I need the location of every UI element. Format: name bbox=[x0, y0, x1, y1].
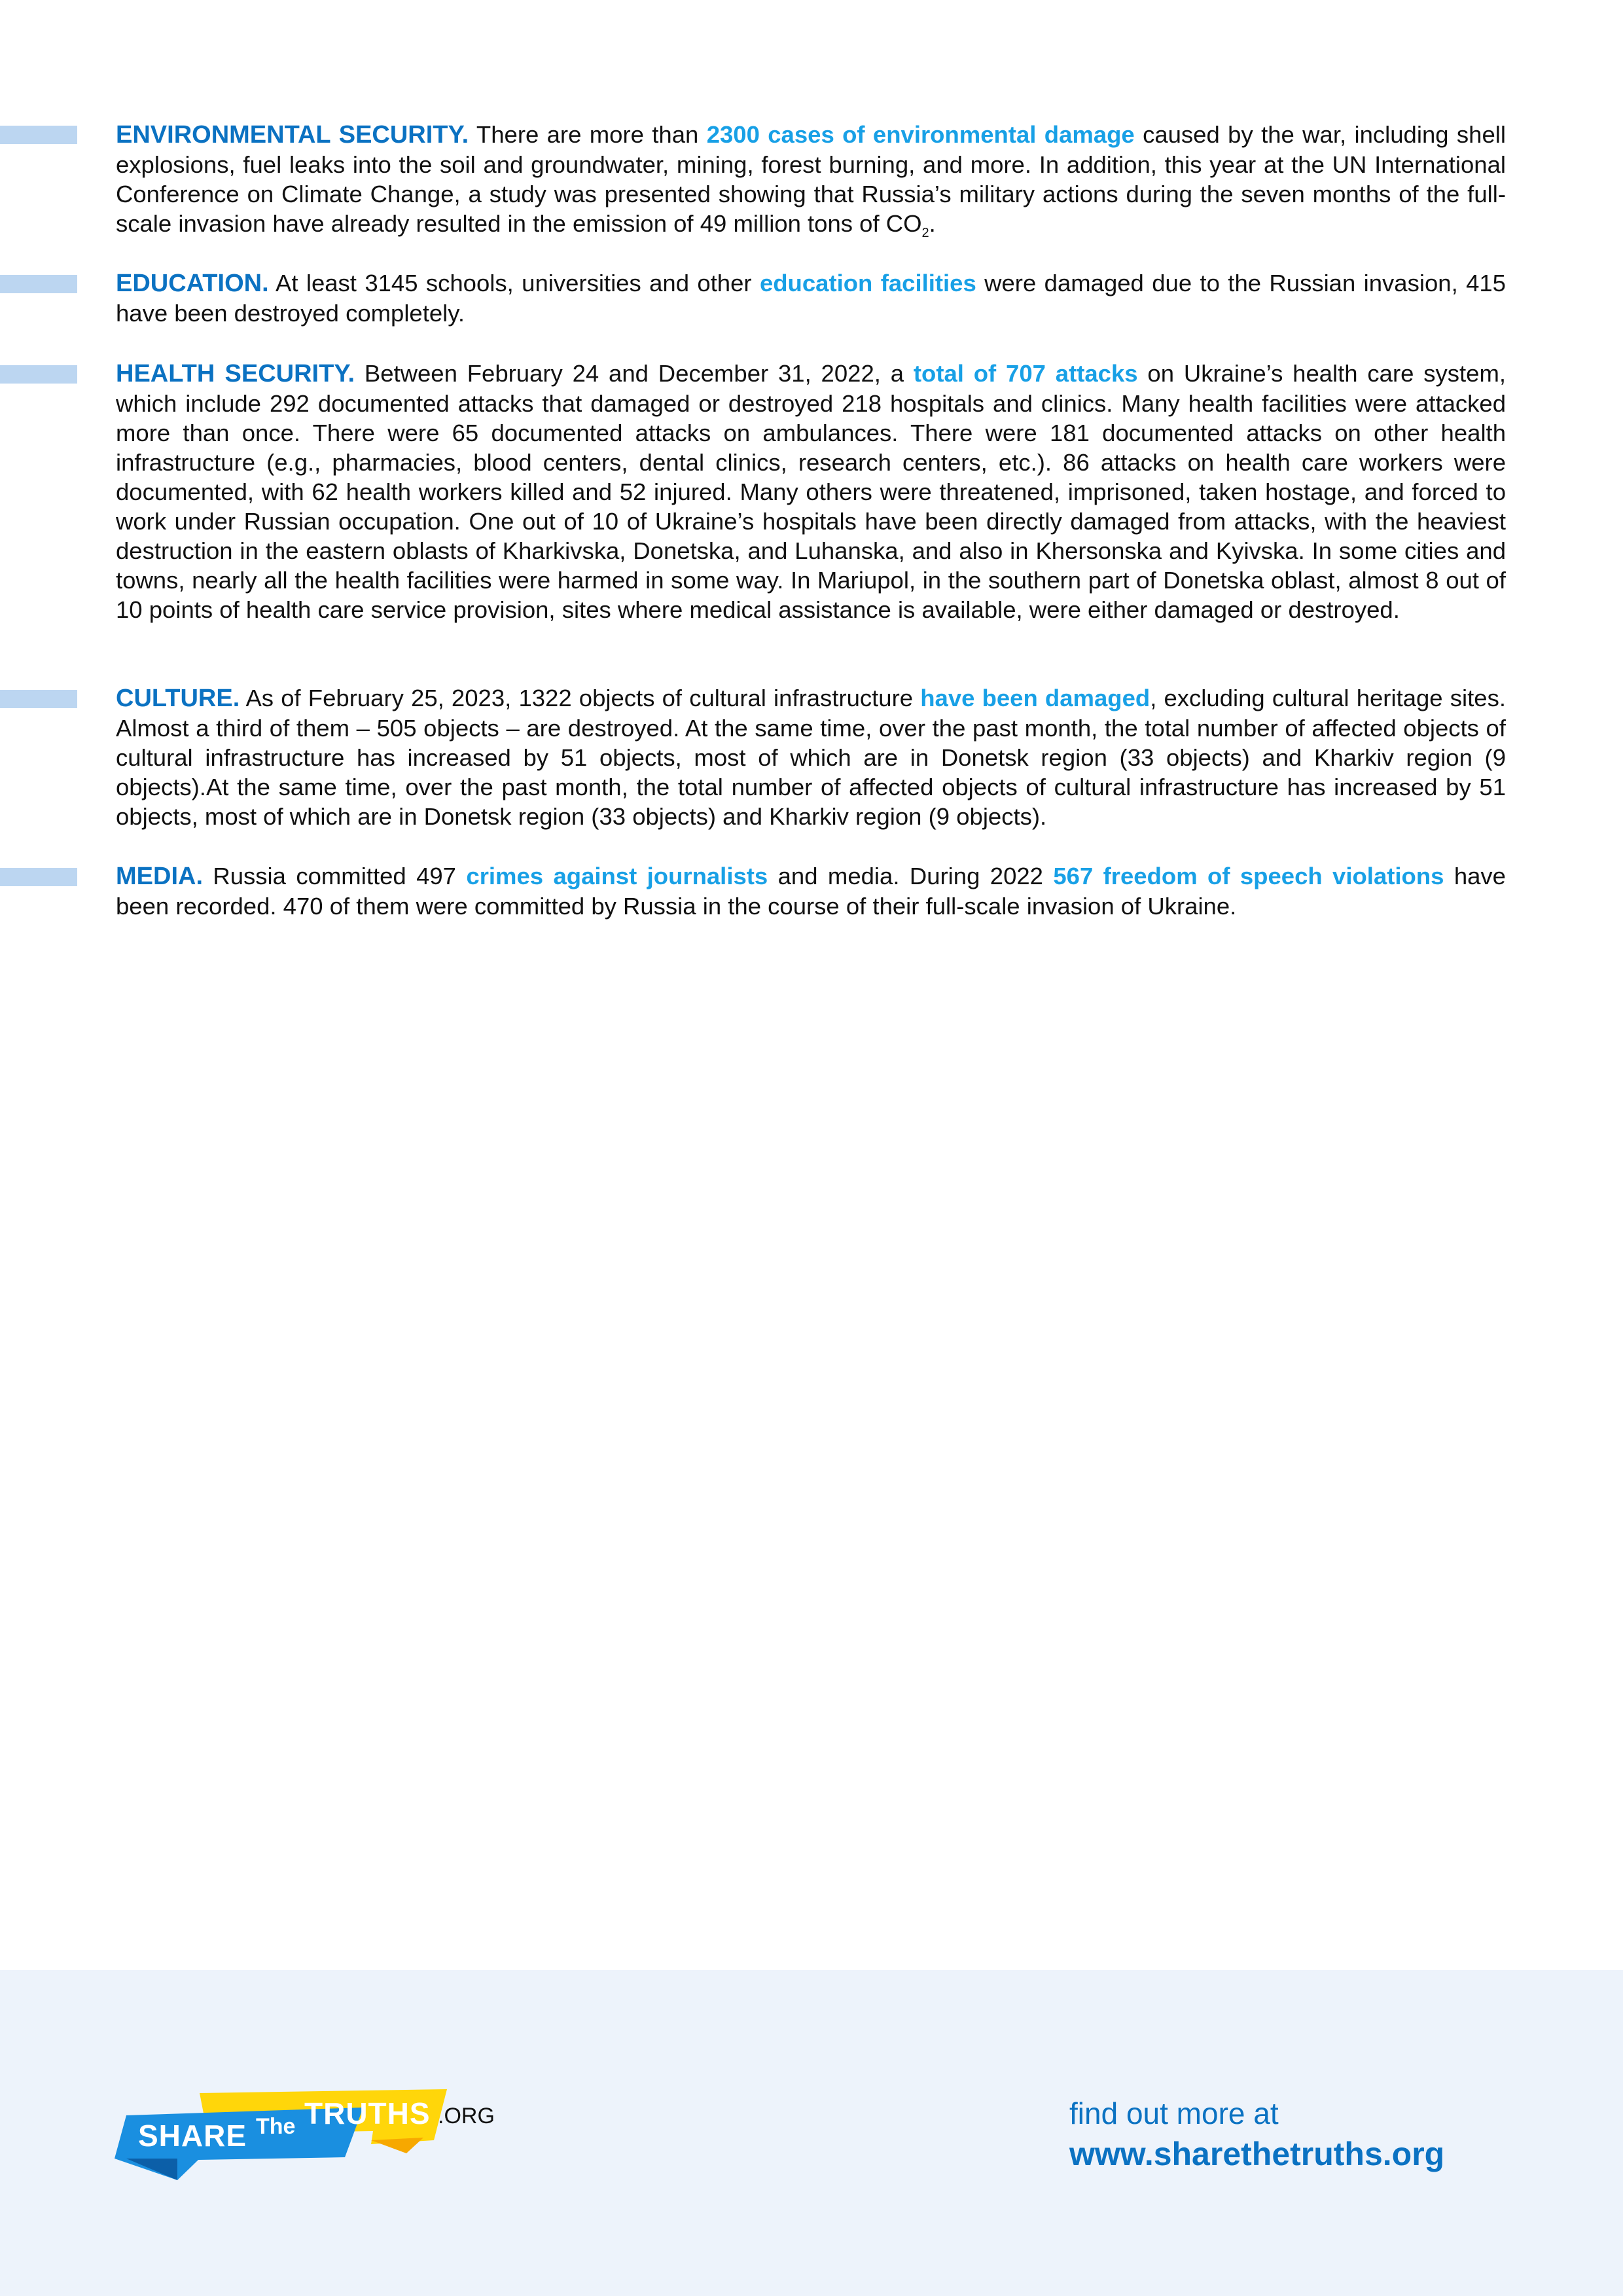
share-the-truths-logo[interactable] bbox=[115, 2085, 494, 2183]
website-link[interactable]: www.sharethetruths.org bbox=[1069, 2136, 1445, 2172]
section-paragraph: ENVIRONMENTAL SECURITY. There are more than 2300 cases of environmental damage caused by the war, including shell explosions, fuel leaks into the soil and groundwater, mining, forest burning, and more. In addition, this year at the UN International Conference on Climate Change, a study was presented showing that Russia’s military actions during the seven months of the full-scale invasion have already resulted in the emission of 49 million tons of $CO_2$. bbox=[116, 121, 1506, 240]
highlight-link[interactable]: education facilities bbox=[759, 270, 976, 296]
section-marker bbox=[0, 275, 77, 293]
section-marker bbox=[0, 365, 77, 384]
section-paragraph: EDUCATION. At least 3145 schools, universities and other education facilities were damaged due to the Russian invasion, 415 have been destroyed completely. bbox=[116, 270, 1506, 327]
section-marker bbox=[0, 690, 77, 708]
section-heading: MEDIA. bbox=[116, 863, 203, 890]
logo-truths-text: TRUTHS bbox=[304, 2096, 431, 2130]
find-out-more-text: find out more at bbox=[1069, 2096, 1279, 2130]
section-marker bbox=[0, 868, 77, 886]
section-heading: EDUCATION. bbox=[116, 270, 269, 297]
highlight-link[interactable]: 2300 cases of environmental damage bbox=[706, 121, 1135, 148]
logo-the-text: The bbox=[256, 2114, 296, 2139]
highlight-link[interactable]: 567 freedom of speech violations bbox=[1053, 863, 1444, 889]
logo-share-text: SHARE bbox=[138, 2119, 247, 2153]
logo-org-text: .ORG bbox=[438, 2104, 495, 2128]
highlight-link[interactable]: have been damaged bbox=[920, 685, 1150, 711]
section-paragraph: MEDIA. Russia committed 497 crimes against journalists and media. During 2022 567 freedom of speech violations have been recorded. 470 of them were committed by Russia in the course of their full-scale invasion of Ukraine. bbox=[116, 863, 1506, 920]
highlight-link[interactable]: total of 707 attacks bbox=[913, 360, 1138, 387]
section-marker bbox=[0, 126, 77, 144]
section-heading: ENVIRONMENTAL SECURITY. bbox=[116, 121, 469, 149]
section-paragraph: HEALTH SECURITY. Between February 24 and December 31, 2022, a total of 707 attacks on Ukraine’s health care system, which include 292 documented attacks that damaged or destroyed 218 hospitals and clinics. Many health facilities were attacked more than once. There were 65 documented attacks on ambulances. There were 181 documented attacks on other health infrastructure (e.g., pharmacies, blood centers, dental clinics, research centers, etc.). 86 attacks on health care workers were documented, with 62 health workers killed and 52 injured. Many others were threatened, imprisoned, taken hostage, and forced to work under Russian occupation. One out of 10 of Ukraine’s hospitals have been directly damaged from attacks, with the heaviest destruction in the eastern oblasts of Kharkivska, Donetska, and Luhanska, and also in Khersonska and Kyivska. In some cities and towns, nearly all the health facilities were harmed in some way. In Mariupol, in the southern part of Donetska oblast, almost 8 out of 10 points of health care service provision, sites where medical assistance is available, were either damaged or destroyed. bbox=[116, 360, 1507, 623]
section-heading: HEALTH SECURITY. bbox=[116, 360, 355, 387]
section-paragraph: CULTURE. As of February 25, 2023, 1322 objects of cultural infrastructure have been damaged, excluding cultural heritage sites. Almost a third of them – 505 objects – are destroyed. At the same time, over the past month, the total number of affected objects of cultural infrastructure has increased by 51 objects, most of which are in Donetsk region (33 objects) and Kharkiv region (9 objects).At the same time, over the past month, the total number of affected objects of cultural infrastructure has increased by 51 objects, most of which are in Donetsk region (33 objects) and Kharkiv region (9 objects). bbox=[116, 685, 1506, 830]
section-heading: CULTURE. bbox=[116, 685, 240, 712]
highlight-link[interactable]: crimes against journalists bbox=[466, 863, 768, 889]
